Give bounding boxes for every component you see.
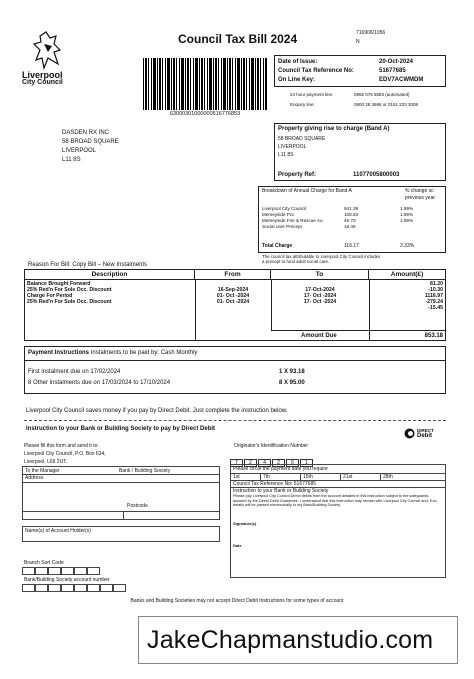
barcode-number: 63000301000000516776853 [143,111,267,117]
ref-code: 716906/1056 [356,30,386,36]
instruction-text: Please pay Liverpool City Council Direct debits from the account detailed in this instruction subject to the safeguards assured by the Direct Debit Guarantee. I understand that this instruction may remain with Liverpool City Council and, if so, details will be passed electronically to my Bank/Building Society. [233,494,438,508]
date-option[interactable]: 7th [261,474,301,480]
breakdown-box [258,186,446,253]
send-line1: Please fill this form and send it to: [24,443,99,449]
tax-ref-value: 51677685 [379,68,406,74]
instalments-title [28,350,197,357]
issue-date-label: Date of Issue: [278,59,318,65]
charges-table [24,269,446,341]
originator-digit: 2 [244,459,257,467]
signature-label: Signature(s) [233,521,257,526]
payment-line-label: 24 hour payment line: [290,92,334,97]
originator-digit: 6 [286,459,299,467]
header-from: From [195,270,271,279]
dd-circle-icon [404,428,415,439]
instalments-method: Instalments to be paid by: Cash Monthly [90,350,198,356]
charges-header [25,270,445,280]
breakdown-pct: 1.99% [400,212,414,217]
property-ref-label: Property Ref: [278,172,317,178]
charges-rows [25,281,445,311]
watermark-text: JakeChapmanstudio.com [147,626,434,654]
watermark-banner [138,616,458,664]
originator-label: Originator's Identification Number [234,443,309,449]
breakdown-title: Breakdown of Annual Charge for Band A [262,188,352,194]
property-line2: LIVERPOOL [278,144,307,150]
first-instalment-label: First instalment due on 17/02/2024 [28,369,121,375]
breakdown-amount: 108.53 [344,212,359,217]
row-to: 17- Oct -2024 [303,293,337,299]
payment-dates [231,473,445,481]
circle-date-label: Please circle the payment date you require [233,466,328,472]
breakdown-name: Liverpool City Council [262,206,307,211]
other-instalments-label: 8 Other instalments due on 17/03/2024 to 17/10/2024 [28,380,171,386]
row-amount: -10.30 [428,287,443,293]
breakdown-pct: 1.99% [400,218,414,223]
council-logo [22,30,82,88]
change-label: % change sc [405,188,434,194]
property-title: Property giving rise to charge (Band A) [278,126,390,132]
row-from: 01- Oct -2024 [216,293,250,299]
address-label[interactable]: Address [25,475,44,481]
row-desc: Charge For Period [27,293,73,299]
breakdown-amount: 941.39 [344,206,359,211]
other-instalments-value: 8 X 95.00 [279,380,305,386]
ct-ref-line: Council Tax Reference No: 51677685 [233,481,317,487]
payment-line-value: 0865 075 8583 (automated) [354,92,410,97]
date-label: Date [233,543,242,548]
total-amount: 116.17 [344,243,359,249]
breakdown-note1: The council tax attributable to Liverpool City Council includes [262,254,381,259]
breakdown-note2: a precept to fund adult social care. [262,259,330,264]
originator-digit: 1 [300,459,313,467]
issue-box [274,55,446,87]
row-desc: 25% Red'n For Sole Occ. Discount [27,287,112,293]
address-block [62,130,119,164]
enquiry-line-label: Enquiry line: [290,102,315,107]
account-holders-field[interactable] [22,526,220,542]
cut-line [24,420,446,421]
amount-due-value: 853.18 [424,333,443,339]
date-option[interactable]: 15th [301,474,341,480]
amount-due-label: Amount Due [301,333,337,339]
dd-footer: Banks and Building Societies may not accept Direct Debit Instructions for some types of account [130,598,344,604]
breakdown-name: Merseyside Pcc [262,212,295,217]
divider [25,360,445,361]
header-to: To [271,270,369,279]
enquiry-line-value: 0800 28 3686 or 0151 233 3008 [354,102,419,107]
header-description: Description [25,270,195,279]
property-box [274,123,446,181]
breakdown-total-row [262,243,442,249]
table-row [25,305,445,311]
change-label-2: previous year [405,195,436,201]
dd-instruction-box [230,464,446,578]
row-from: 16-Sep-2024 [217,287,249,293]
to-manager-label: To the Manager [25,468,60,474]
account-number-label: Bank/Building Society account number [24,577,110,583]
bank-details-box [22,466,220,520]
property-line1: 58 BROAD SQUARE [278,136,326,142]
account-number-field[interactable] [22,584,126,592]
row-to [271,305,369,311]
sort-code-label: Branch Sort Code [24,560,64,566]
reason-for-bill: Reason For Bill: Copy Bill – New Instalments [28,262,148,268]
instalments-box [24,346,446,394]
bank-label: Bank / Building Society [119,468,171,474]
logo-line1: Liverpool [22,70,63,80]
send-line2: Liverpool City Council, P.O. Box 634, [24,451,106,457]
holders-label: Name(s) of Account Holder(s) [25,528,91,534]
total-label: Total Charge [262,243,293,249]
tax-ref-label: Council Tax Reference No: [278,68,354,74]
row-desc: Balance Brought Forward [27,281,91,287]
dd-logo-line2: Debit [417,433,432,439]
direct-debit-note: Liverpool City Council saves money if you pay by Direct Debit. Just complete the instruction below. [26,408,288,414]
address-line1: DASDEN RX INC [62,130,110,136]
originator-digit: 7 [230,459,243,467]
row-desc: 25% Red'n For Sole Occ. Discount [27,299,112,305]
breakdown-name: Social care Precept [262,224,302,229]
dd-title: Instruction to your Bank or Building Society to pay by Direct Debit [26,426,216,432]
header-amount: Amount(£) [390,271,424,278]
address-line3: LIVERPOOL [62,148,97,154]
online-key-value: EDV7ACWMDM [379,77,424,83]
sort-code-field[interactable] [22,567,100,575]
amount-due-row [271,330,445,341]
row-to: 17-Oct-2024 [305,287,335,293]
direct-debit-logo [404,427,444,441]
breakdown-amount: 18.46 [344,224,356,229]
row-amount: 1116.97 [424,293,443,299]
breakdown-pct: 1.99% [400,206,414,211]
row-from: 01- Oct -2024 [216,299,250,305]
row-amount: 81.20 [430,281,443,287]
instruction-title: Instruction to your Bank or Building Society [233,488,329,494]
breakdown-amount: 49.70 [344,218,356,223]
total-pct: 3.33% [400,243,415,249]
row-desc [25,305,195,311]
originator-digit: 2 [272,459,285,467]
dd-logo-line1: DIRECT [417,428,434,433]
row-from [195,305,271,311]
logo-line2: City Council [22,79,63,86]
postcode-label: Postcode [127,503,148,509]
issue-date-value: 20-Oct-2024 [379,59,414,65]
postcode-field[interactable] [123,511,219,520]
online-key-label: On Line Key: [278,77,316,83]
first-instalment-value: 1 X 93.18 [279,369,305,375]
send-line3: Liverpool, L69 2UT. [24,459,68,465]
property-ref-value: 11077005800003 [353,172,400,178]
date-option[interactable]: 21st [341,474,381,480]
breakdown-name: Merseyside Fire & Rescue Au [262,218,323,223]
address-line2: 58 BROAD SQUARE [62,139,119,145]
liver-bird-icon [32,30,66,70]
instalments-title-bold: Payment Instructions [28,350,90,356]
property-line3: L11 8S [278,152,294,158]
row-amount: -279.24 [425,299,443,305]
originator-digit: 4 [258,459,271,467]
breakdown-rows [262,206,442,230]
row-amount: -15.45 [428,305,443,311]
date-option[interactable]: 28th [383,474,393,480]
row-to: 17- Oct -2024 [303,299,337,305]
ref-code-2: N [356,39,360,45]
breakdown-row [262,224,442,230]
barcode [143,58,267,110]
page-title: Council Tax Bill 2024 [178,32,298,46]
address-line4: L11 8S [62,157,81,163]
date-option[interactable]: 1st [231,474,261,480]
